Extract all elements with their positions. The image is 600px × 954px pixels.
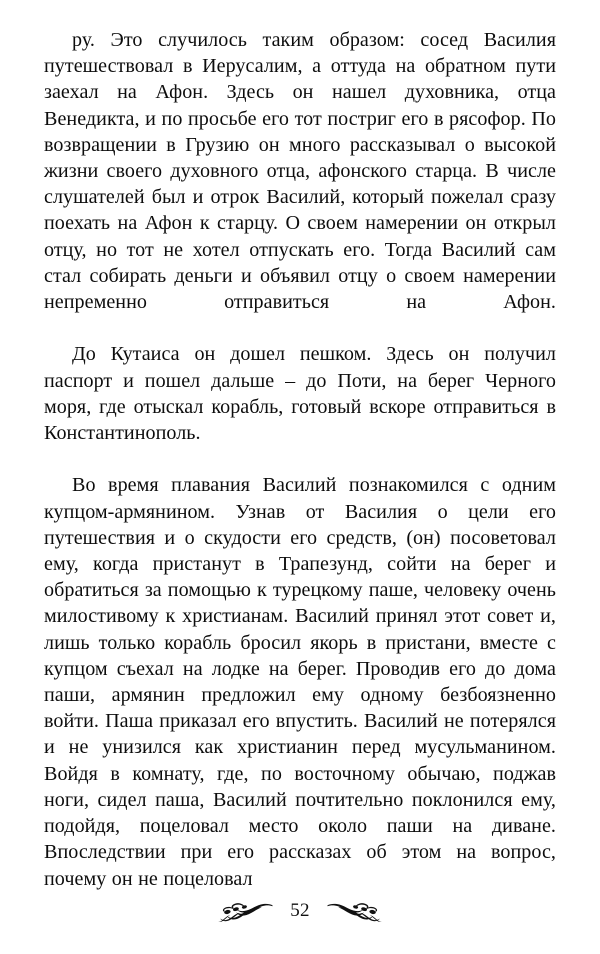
leaf-flourish-ornament-left-icon: [217, 900, 273, 922]
leaf-flourish-ornament-right-icon: [327, 900, 383, 922]
page-text-block: [44, 27, 556, 892]
paragraph-3: Во время плавания Василий познакомился с одним купцом-армянином. Узнав от Василия о цели его путешествия и о скудости его средств, (он) посоветовал ему, когда пристанут в Трапезунд, сойти на берег и обратиться за помощью к турецкому паше, человеку очень милостивому к христианам. Василий принял этот совет и, лишь только корабль бросил якорь в пристани, вместе с купцом съехал на лодке на берег. Проводив его до дома паши, армянин предложил ему одному безбоязненно войти. Паша приказал его впустить. Василий не потерялся и не унизился как христианин перед мусульманином. Войдя в комнату, где, по восточному обычаю, поджав ноги, сидел паша, Василий почтительно поклонился ему, подойдя, поцеловал место около паши на диване. Впоследствии при его рассказах об этом на вопрос, почему он не поцеловал: [44, 474, 556, 890]
paragraph-1: ру. Это случилось таким образом: сосед Василия путешествовал в Иерусалим, а оттуда на обратном пути заехал на Афон. Здесь он нашел духовника, отца Венедикта, и по просьбе его тот постриг его в рясофор. По возвращении в Грузию он много рассказывал о высокой жизни своего духовного отца, афонского старца. В числе слушателей был и отрок Василий, который пожелал сразу поехать на Афон к старцу. О своем намерении он открыл отцу, но тот не хотел отпускать его. Тогда Василий сам стал собирать деньги и объявил отцу о своем намерении непременно отправиться на Афон.: [44, 29, 556, 314]
page-number: 52: [290, 900, 310, 921]
paragraph-2: До Кутаиса он дошел пешком. Здесь он получил паспорт и пошел дальше – до Поти, на берег Черного моря, где отыскал корабль, готовый вскоре отправиться в Константинополь.: [44, 343, 556, 445]
page-footer: [0, 896, 600, 926]
